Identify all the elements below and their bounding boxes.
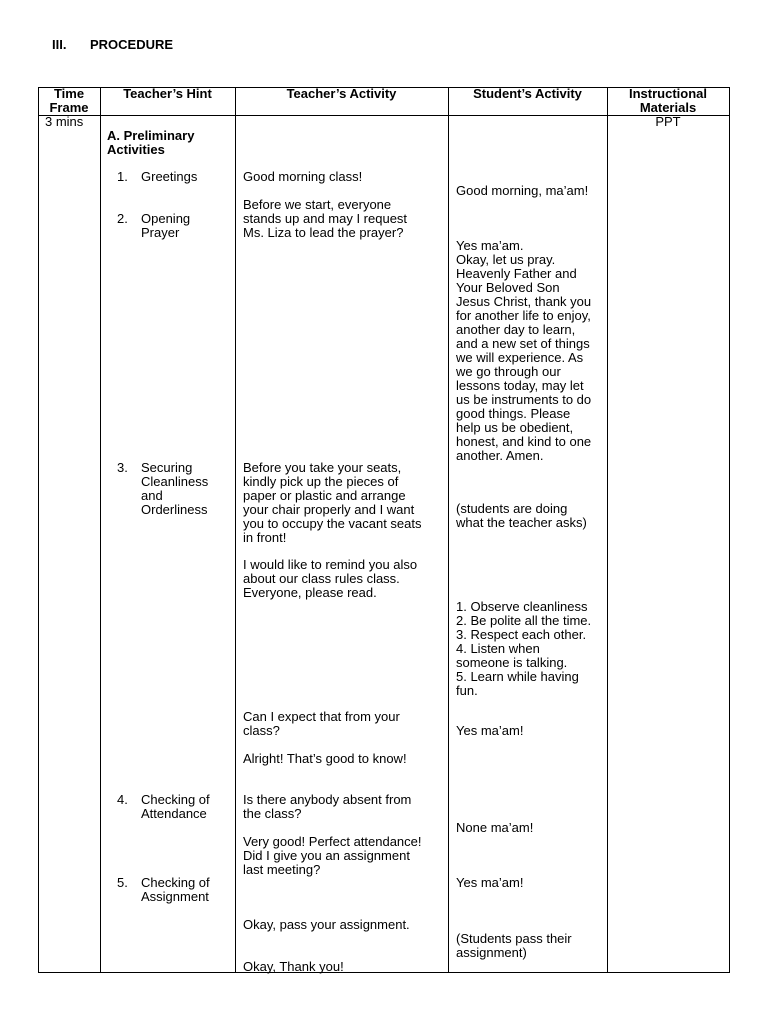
col-divider-4	[607, 87, 608, 973]
teacher-line: Okay, Thank you!	[243, 959, 344, 974]
teacher-line: Okay, pass your assignment.	[243, 917, 410, 932]
header-teachers-activity: Teacher’s Activity	[286, 86, 397, 101]
student-prayer: Yes ma’am. Okay, let us pray. Heavenly Father and Your Beloved Son Jesus Christ, thank you for another life to enjoy, another day to learn, and a new set of things we will experience. As we go through our lessons today, may let us be instruments to do good things. Please help us be obedient, honest, and kind to one another. Amen.	[456, 238, 592, 463]
hint-attendance: Checking of Attendance	[141, 792, 210, 821]
hint-number: 5.	[117, 875, 128, 890]
student-line: (Students pass their assignment)	[456, 931, 572, 960]
teacher-line: Good morning class!	[243, 169, 363, 184]
hint-opening-prayer: Opening Prayer	[141, 211, 191, 240]
time-frame-value: 3 mins	[45, 114, 84, 129]
student-line: (students are doing what the teacher asks)	[456, 501, 587, 530]
hint-cleanliness: Securing Cleanliness and Orderliness	[141, 460, 209, 517]
col-divider-3	[448, 87, 449, 973]
teacher-line: Before you take your seats, kindly pick up the pieces of paper or plastic and arrange your chair properly and I want you to occupy the vacant seats in front!	[243, 460, 422, 545]
teacher-line: I would like to remind you also about our class rules class. Everyone, please read.	[243, 557, 418, 600]
hint-heading: A. Preliminary Activities	[107, 128, 195, 157]
teacher-line: Alright! That’s good to know!	[243, 751, 407, 766]
teacher-line: Very good! Perfect attendance! Did I give you an assignment last meeting?	[243, 834, 422, 877]
teacher-line: Is there anybody absent from the class?	[243, 792, 412, 821]
col-divider-2	[235, 87, 236, 973]
header-instructional-materials: Instructional Materials	[628, 86, 707, 115]
header-time-frame: Time Frame	[49, 86, 89, 115]
student-line: None ma’am!	[456, 820, 534, 835]
table-bottom-border	[38, 972, 730, 973]
teacher-line: Can I expect that from your class?	[243, 709, 400, 738]
header-teachers-hint: Teacher’s Hint	[123, 86, 212, 101]
col-divider-1	[100, 87, 101, 973]
section-number: III.	[52, 37, 67, 52]
col-divider-right	[729, 87, 730, 973]
student-line: Good morning, ma’am!	[456, 183, 589, 198]
student-line: Yes ma’am!	[456, 723, 524, 738]
hint-assignment: Checking of Assignment	[141, 875, 210, 904]
col-divider-left	[38, 87, 39, 973]
section-title: PROCEDURE	[90, 37, 174, 52]
header-students-activity: Student’s Activity	[473, 86, 582, 101]
hint-number: 2.	[117, 211, 128, 226]
hint-number: 3.	[117, 460, 128, 475]
student-class-rules: 1. Observe cleanliness 2. Be polite all the time. 3. Respect each other. 4. Listen when someone is talking. 5. Learn while having fun.	[456, 599, 592, 698]
teacher-line: Before we start, everyone stands up and may I request Ms. Liza to lead the prayer?	[243, 197, 408, 240]
hint-number: 1.	[117, 169, 128, 184]
student-line: Yes ma’am!	[456, 875, 524, 890]
hint-number: 4.	[117, 792, 128, 807]
materials-value: PPT	[655, 114, 681, 129]
hint-greetings: Greetings	[141, 169, 198, 184]
